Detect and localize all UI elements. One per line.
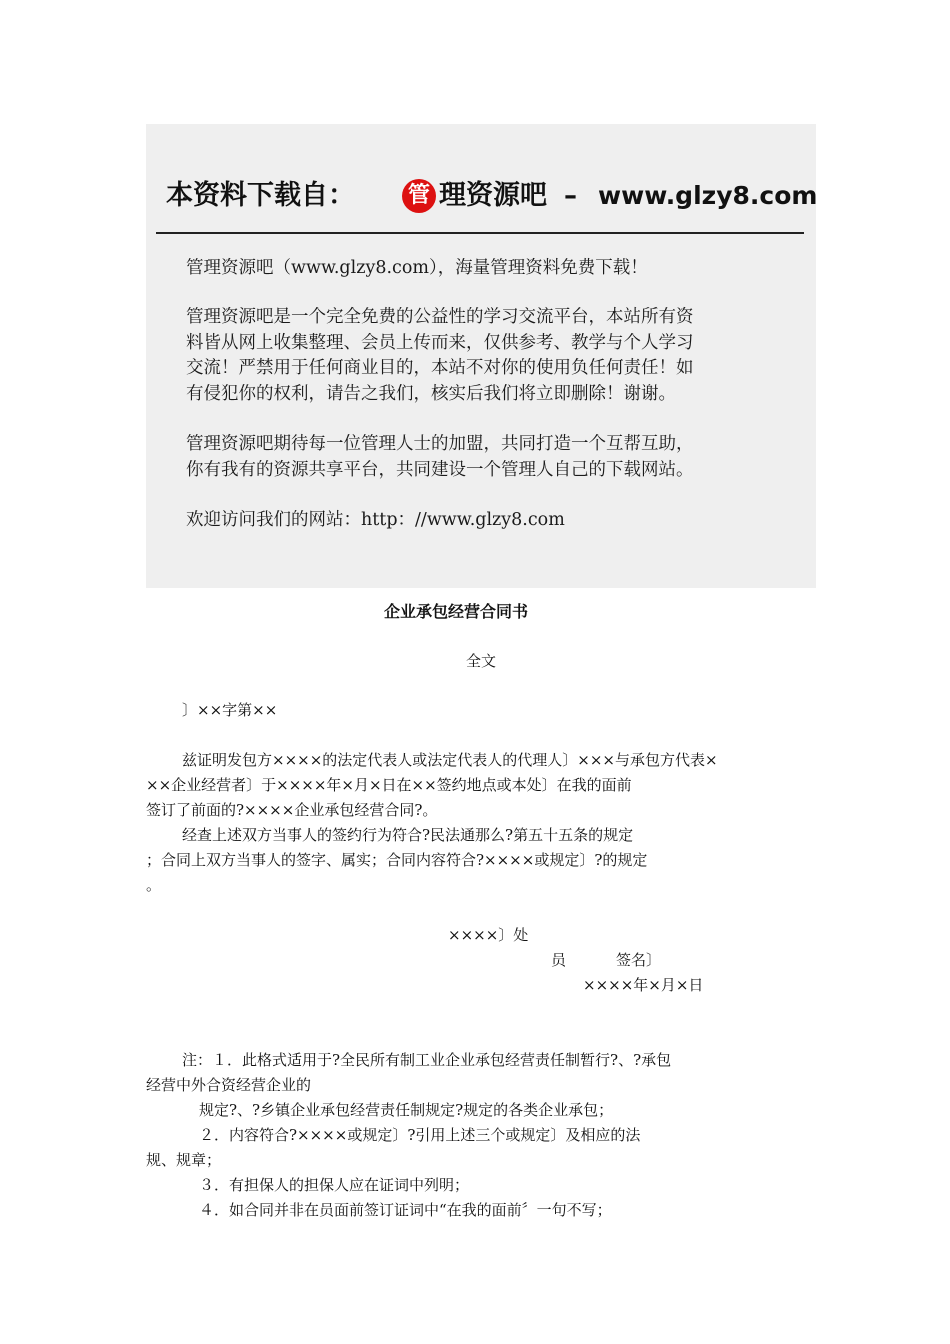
note-line: 注：１．此格式适用于?全民所有制工业企业承包经营责任制暂行?、?承包 [182,1051,672,1069]
download-source-banner [146,124,816,588]
note-line: 规、规章； [146,1151,222,1169]
doc-line: 兹证明发包方××××的法定代表人或法定代表人的代理人〕×××与承包方代表× [182,751,718,769]
note-line: ２．内容符合?××××或规定〕?引用上述三个或规定〕及相应的法 [199,1126,641,1144]
site-url[interactable]: www.glzy8.com [598,181,818,210]
disclaimer-line: 料皆从网上收集整理、会员上传而来，仅供参考、教学与个人学习 [186,332,694,353]
banner-header [166,176,818,220]
header-dash: – [564,181,577,211]
doc-line: ××企业经营者〕于××××年×月×日在××签约地点或本处〕在我的面前 [146,776,632,794]
visit-line[interactable]: 欢迎访问我们的网站：http：//www.glzy8.com [186,510,565,530]
disclaimer-line: 有侵犯你的权利，请告之我们，核实后我们将立即删除！谢谢。 [186,383,676,404]
intro-line: 管理资源吧（www.glzy8.com），海量管理资料免费下载！ [186,258,648,278]
banner-visit [186,508,796,534]
note-line: 经营中外合资经营企业的 [146,1076,312,1094]
invite-line: 你有我有的资源共享平台，共同建设一个管理人自己的下载网站。 [186,459,694,480]
note-line: ４．如合同并非在员面前签订证词中“在我的面前〞一句不写； [199,1201,612,1219]
disclaimer-line: 管理资源吧是一个完全免费的公益性的学习交流平台，本站所有资 [186,307,694,327]
note-line: 规定?、?乡镇企业承包经营责任制规定?规定的各类企业承包； [199,1101,614,1119]
banner-disclaimer [186,305,796,407]
signature-officer: 员 [551,951,567,969]
signature-sign: 签名〕 [616,951,662,969]
site-logo-icon: 管 [402,179,436,213]
doc-line: 〕××字第×× [182,701,278,719]
document-subtitle: 全文 [465,652,496,670]
doc-line: 经查上述双方当事人的签约行为符合?民法通那么?第五十五条的规定 [182,826,634,844]
banner-invite [186,432,796,483]
site-brand-name: 理资源吧 [439,180,547,211]
banner-intro [186,256,796,282]
banner-header-label: 本资料下载自： [166,180,355,211]
invite-line: 管理资源吧期待每一位管理人士的加盟，共同打造一个互帮互助， [186,434,694,454]
doc-line: 。 [146,876,162,894]
document-title: 企业承包经营合同书 [383,602,528,621]
signature-date: ××××年×月×日 [583,976,704,994]
banner-divider [156,232,804,234]
doc-line: ；合同上双方当事人的签字、属实；合同内容符合?××××或规定〕?的规定 [146,851,648,869]
doc-line: 签订了前面的?××××企业承包经营合同?。 [146,801,438,819]
note-line: ３．有担保人的担保人应在证词中列明； [199,1176,470,1194]
disclaimer-line: 交流！严禁用于任何商业目的，本站不对你的使用负任何责任！如 [186,358,694,378]
signature-office: ××××〕处 [448,926,529,944]
